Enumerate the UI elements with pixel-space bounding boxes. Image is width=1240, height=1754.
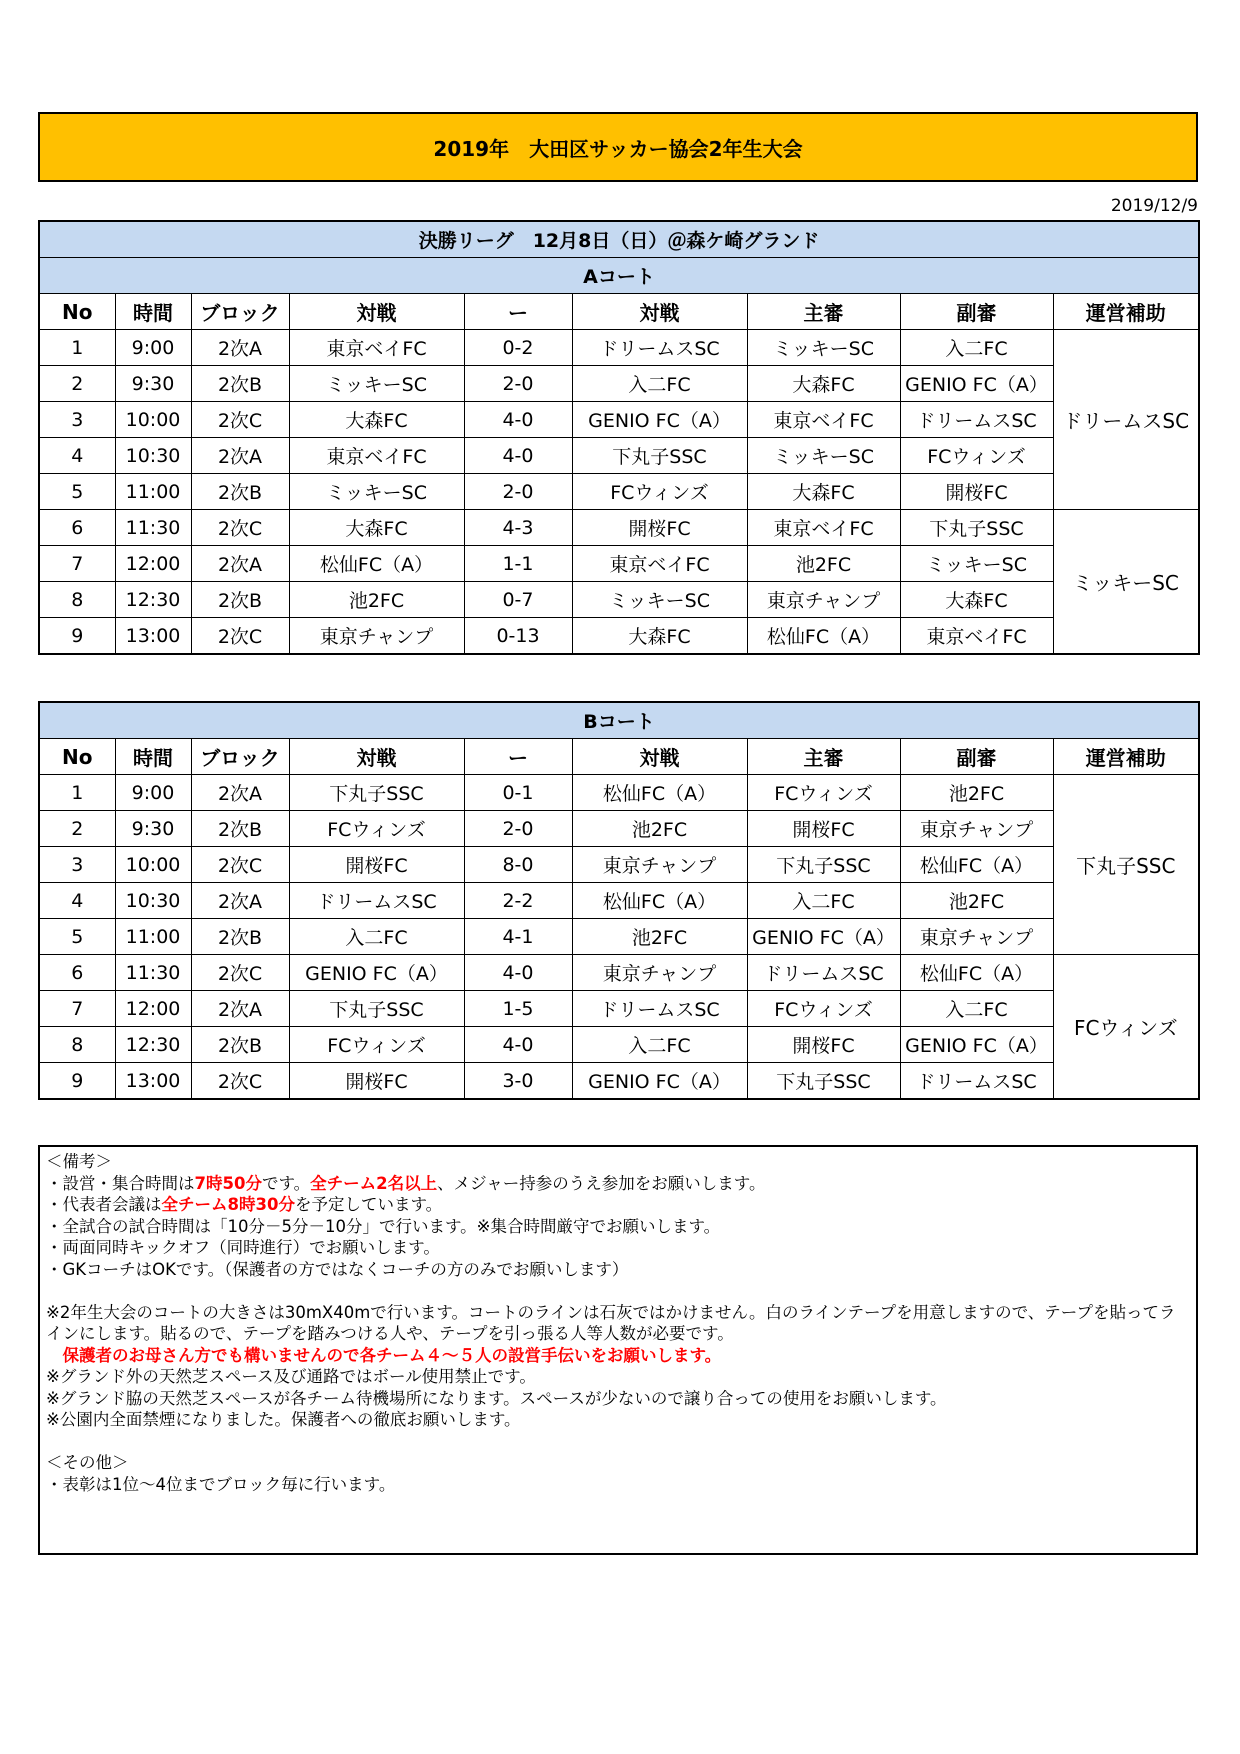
assistant-referee: 松仙FC（A） — [900, 847, 1053, 883]
match-score: 0-13 — [464, 618, 572, 655]
match-block: 2次B — [191, 811, 289, 847]
assistant-referee: 松仙FC（A） — [900, 955, 1053, 991]
team2: ミッキーSC — [572, 582, 747, 618]
court-b-schedule-table — [38, 701, 1200, 1100]
match-no: 7 — [39, 991, 115, 1027]
table-row — [39, 775, 1199, 811]
match-no: 5 — [39, 474, 115, 510]
match-no: 2 — [39, 366, 115, 402]
match-time: 9:30 — [115, 366, 191, 402]
match-block: 2次C — [191, 1063, 289, 1100]
team1: ドリームスSC — [289, 883, 464, 919]
referee: 大森FC — [747, 366, 900, 402]
table-row — [39, 811, 1199, 847]
team2: 池2FC — [572, 811, 747, 847]
assistant-referee: 東京チャンプ — [900, 919, 1053, 955]
assistant-referee: 開桜FC — [900, 474, 1053, 510]
table-row — [39, 366, 1199, 402]
team1: 大森FC — [289, 402, 464, 438]
assistant-referee: 東京ベイFC — [900, 618, 1053, 655]
col-header-no: No — [39, 294, 115, 330]
team2: ドリームスSC — [572, 330, 747, 366]
match-block: 2次C — [191, 618, 289, 655]
col-header-helper: 運営補助 — [1053, 294, 1199, 330]
table-row — [39, 330, 1199, 366]
note-line: ・表彰は1位～4位までブロック毎に行います。 — [46, 1474, 396, 1494]
notes-heading: ＜備考＞ — [46, 1152, 112, 1171]
col-header-assistant: 副審 — [900, 294, 1053, 330]
team2: 入二FC — [572, 1027, 747, 1063]
other-heading: ＜その他＞ — [46, 1453, 129, 1472]
court-a-label: Aコート — [39, 258, 1199, 294]
team2: 東京チャンプ — [572, 847, 747, 883]
match-block: 2次A — [191, 883, 289, 919]
assistant-referee: ドリームスSC — [900, 1063, 1053, 1100]
column-header-row — [39, 739, 1199, 775]
note-line: ・GKコーチはOKです。（保護者の方ではなくコーチの方のみでお願いします） — [46, 1259, 629, 1279]
match-no: 8 — [39, 582, 115, 618]
table-row — [39, 618, 1199, 655]
team2: 下丸子SSC — [572, 438, 747, 474]
match-score: 4-3 — [464, 510, 572, 546]
referee: 下丸子SSC — [747, 847, 900, 883]
referee: GENIO FC（A） — [747, 919, 900, 955]
team1: 入二FC — [289, 919, 464, 955]
match-no: 7 — [39, 546, 115, 582]
assistant-referee: 東京チャンプ — [900, 811, 1053, 847]
match-score: 1-1 — [464, 546, 572, 582]
col-header-block: ブロック — [191, 739, 289, 775]
match-block: 2次A — [191, 438, 289, 474]
league-header: 決勝リーグ 12月8日（日）＠森ケ崎グランド — [39, 221, 1199, 258]
match-time: 13:00 — [115, 1063, 191, 1100]
support-team: 下丸子SSC — [1053, 775, 1199, 955]
match-no: 1 — [39, 775, 115, 811]
col-header-referee: 主審 — [747, 294, 900, 330]
assistant-referee: 大森FC — [900, 582, 1053, 618]
match-time: 10:00 — [115, 847, 191, 883]
referee: 松仙FC（A） — [747, 618, 900, 655]
match-time: 9:00 — [115, 330, 191, 366]
table-row — [39, 438, 1199, 474]
match-score: 4-0 — [464, 1027, 572, 1063]
match-time: 11:00 — [115, 919, 191, 955]
table-row — [39, 402, 1199, 438]
assistant-referee: ドリームスSC — [900, 402, 1053, 438]
match-time: 11:30 — [115, 510, 191, 546]
match-block: 2次B — [191, 1027, 289, 1063]
match-score: 4-0 — [464, 955, 572, 991]
match-time: 9:00 — [115, 775, 191, 811]
match-block: 2次C — [191, 955, 289, 991]
match-block: 2次C — [191, 847, 289, 883]
note-line: ・両面同時キックオフ（同時進行）でお願いします。 — [46, 1238, 440, 1257]
referee: FCウィンズ — [747, 775, 900, 811]
team1: 東京ベイFC — [289, 438, 464, 474]
team1: 開桜FC — [289, 1063, 464, 1100]
match-no: 9 — [39, 618, 115, 655]
match-no: 6 — [39, 510, 115, 546]
match-no: 4 — [39, 438, 115, 474]
team2: 東京チャンプ — [572, 955, 747, 991]
col-header-team2: 対戦 — [572, 739, 747, 775]
team2: GENIO FC（A） — [572, 402, 747, 438]
match-time: 12:00 — [115, 546, 191, 582]
table-row — [39, 1063, 1199, 1100]
team2: 池2FC — [572, 919, 747, 955]
assistant-referee: 入二FC — [900, 991, 1053, 1027]
referee: ミッキーSC — [747, 330, 900, 366]
support-team: ドリームスSC — [1053, 330, 1199, 510]
team2: 松仙FC（A） — [572, 775, 747, 811]
support-team: FCウィンズ — [1053, 955, 1199, 1100]
assistant-referee: ミッキーSC — [900, 546, 1053, 582]
referee: 東京ベイFC — [747, 402, 900, 438]
support-team: ミッキーSC — [1053, 510, 1199, 655]
match-no: 5 — [39, 919, 115, 955]
table-row — [39, 474, 1199, 510]
col-header-score: ー — [464, 739, 572, 775]
match-score: 2-0 — [464, 811, 572, 847]
notes-box — [38, 1145, 1198, 1555]
match-time: 9:30 — [115, 811, 191, 847]
match-no: 1 — [39, 330, 115, 366]
team1: 東京チャンプ — [289, 618, 464, 655]
referee: 東京チャンプ — [747, 582, 900, 618]
match-time: 12:30 — [115, 582, 191, 618]
match-time: 12:00 — [115, 991, 191, 1027]
referee: ドリームスSC — [747, 955, 900, 991]
team1: 下丸子SSC — [289, 991, 464, 1027]
assistant-referee: 池2FC — [900, 883, 1053, 919]
team1: 松仙FC（A） — [289, 546, 464, 582]
match-time: 11:30 — [115, 955, 191, 991]
referee: 下丸子SSC — [747, 1063, 900, 1100]
match-block: 2次C — [191, 510, 289, 546]
col-header-referee: 主審 — [747, 739, 900, 775]
match-time: 10:30 — [115, 438, 191, 474]
match-score: 0-2 — [464, 330, 572, 366]
table-row — [39, 919, 1199, 955]
table-row — [39, 546, 1199, 582]
match-no: 8 — [39, 1027, 115, 1063]
note-line-highlight: 保護者のお母さん方でも構いませんので各チーム４～５人の設営手伝いをお願いします。 — [46, 1345, 722, 1365]
note-line: ※公園内全面禁煙になりました。保護者への徹底お願いします。 — [46, 1410, 521, 1429]
match-block: 2次A — [191, 991, 289, 1027]
note-line: ※グランド外の天然芝スペース及び通路ではボール使用禁止です。 — [46, 1367, 536, 1386]
match-block: 2次A — [191, 775, 289, 811]
table-row — [39, 510, 1199, 546]
col-header-time: 時間 — [115, 294, 191, 330]
col-header-team1: 対戦 — [289, 294, 464, 330]
col-header-score: ー — [464, 294, 572, 330]
match-block: 2次B — [191, 919, 289, 955]
team1: ミッキーSC — [289, 366, 464, 402]
match-block: 2次B — [191, 582, 289, 618]
col-header-no: No — [39, 739, 115, 775]
team1: 東京ベイFC — [289, 330, 464, 366]
referee: FCウィンズ — [747, 991, 900, 1027]
match-no: 4 — [39, 883, 115, 919]
match-score: 4-0 — [464, 402, 572, 438]
assistant-referee: GENIO FC（A） — [900, 366, 1053, 402]
match-time: 13:00 — [115, 618, 191, 655]
team1: 開桜FC — [289, 847, 464, 883]
assistant-referee: 入二FC — [900, 330, 1053, 366]
team2: 東京ベイFC — [572, 546, 747, 582]
match-score: 2-2 — [464, 883, 572, 919]
match-score: 0-1 — [464, 775, 572, 811]
match-block: 2次A — [191, 546, 289, 582]
referee: 入二FC — [747, 883, 900, 919]
court-b-label: Bコート — [39, 702, 1199, 739]
col-header-assistant: 副審 — [900, 739, 1053, 775]
match-no: 2 — [39, 811, 115, 847]
match-score: 2-0 — [464, 366, 572, 402]
referee: 開桜FC — [747, 1027, 900, 1063]
match-time: 11:00 — [115, 474, 191, 510]
assistant-referee: FCウィンズ — [900, 438, 1053, 474]
col-header-team1: 対戦 — [289, 739, 464, 775]
column-header-row — [39, 294, 1199, 330]
referee: ミッキーSC — [747, 438, 900, 474]
team2: 開桜FC — [572, 510, 747, 546]
tournament-title: 2019年 大田区サッカー協会2年生大会 — [38, 112, 1198, 182]
match-time: 10:00 — [115, 402, 191, 438]
referee: 池2FC — [747, 546, 900, 582]
team1: FCウィンズ — [289, 811, 464, 847]
team1: ミッキーSC — [289, 474, 464, 510]
team2: 入二FC — [572, 366, 747, 402]
match-block: 2次A — [191, 330, 289, 366]
team1: FCウィンズ — [289, 1027, 464, 1063]
table-row — [39, 955, 1199, 991]
team2: GENIO FC（A） — [572, 1063, 747, 1100]
team1: 池2FC — [289, 582, 464, 618]
note-line: ※2年生大会のコートの大きさは30mX40mで行います。コートのラインは石灰ではかけません。白のラインテープを用意しますので、テープを貼ってラインにします。貼るので、テープを踏みつける人や、テープを引っ張る人等人数が必要です。 — [46, 1302, 1176, 1343]
match-block: 2次B — [191, 474, 289, 510]
match-no: 9 — [39, 1063, 115, 1100]
match-block: 2次B — [191, 366, 289, 402]
assistant-referee: GENIO FC（A） — [900, 1027, 1053, 1063]
note-line: ・設営・集合時間は7時50分です。全チーム2名以上、メジャー持参のうえ参加をお願いします。 — [46, 1173, 766, 1193]
match-no: 3 — [39, 847, 115, 883]
col-header-time: 時間 — [115, 739, 191, 775]
referee: 東京ベイFC — [747, 510, 900, 546]
table-row — [39, 582, 1199, 618]
match-score: 4-0 — [464, 438, 572, 474]
table-row — [39, 847, 1199, 883]
team2: ドリームスSC — [572, 991, 747, 1027]
referee: 大森FC — [747, 474, 900, 510]
match-no: 3 — [39, 402, 115, 438]
assistant-referee: 池2FC — [900, 775, 1053, 811]
team1: 下丸子SSC — [289, 775, 464, 811]
match-time: 12:30 — [115, 1027, 191, 1063]
table-row — [39, 991, 1199, 1027]
table-row — [39, 883, 1199, 919]
court-a-schedule-table — [38, 220, 1200, 655]
document-date: 2019/12/9 — [1110, 196, 1198, 216]
note-line: ・代表者会議は全チーム8時30分を予定しています。 — [46, 1195, 443, 1214]
team1: GENIO FC（A） — [289, 955, 464, 991]
match-score: 0-7 — [464, 582, 572, 618]
match-time: 10:30 — [115, 883, 191, 919]
team2: 松仙FC（A） — [572, 883, 747, 919]
note-line: ※グランド脇の天然芝スペースが各チーム待機場所になります。スペースが少ないので譲り合っての使用をお願いします。 — [46, 1388, 947, 1408]
note-line: ・全試合の試合時間は「10分－5分－10分」で行います。※集合時間厳守でお願いします。 — [46, 1216, 721, 1236]
table-row — [39, 1027, 1199, 1063]
referee: 開桜FC — [747, 811, 900, 847]
team2: FCウィンズ — [572, 474, 747, 510]
match-score: 4-1 — [464, 919, 572, 955]
match-no: 6 — [39, 955, 115, 991]
match-score: 1-5 — [464, 991, 572, 1027]
col-header-helper: 運営補助 — [1053, 739, 1199, 775]
team1: 大森FC — [289, 510, 464, 546]
match-score: 3-0 — [464, 1063, 572, 1100]
assistant-referee: 下丸子SSC — [900, 510, 1053, 546]
match-block: 2次C — [191, 402, 289, 438]
match-score: 8-0 — [464, 847, 572, 883]
col-header-team2: 対戦 — [572, 294, 747, 330]
match-score: 2-0 — [464, 474, 572, 510]
col-header-block: ブロック — [191, 294, 289, 330]
team2: 大森FC — [572, 618, 747, 655]
